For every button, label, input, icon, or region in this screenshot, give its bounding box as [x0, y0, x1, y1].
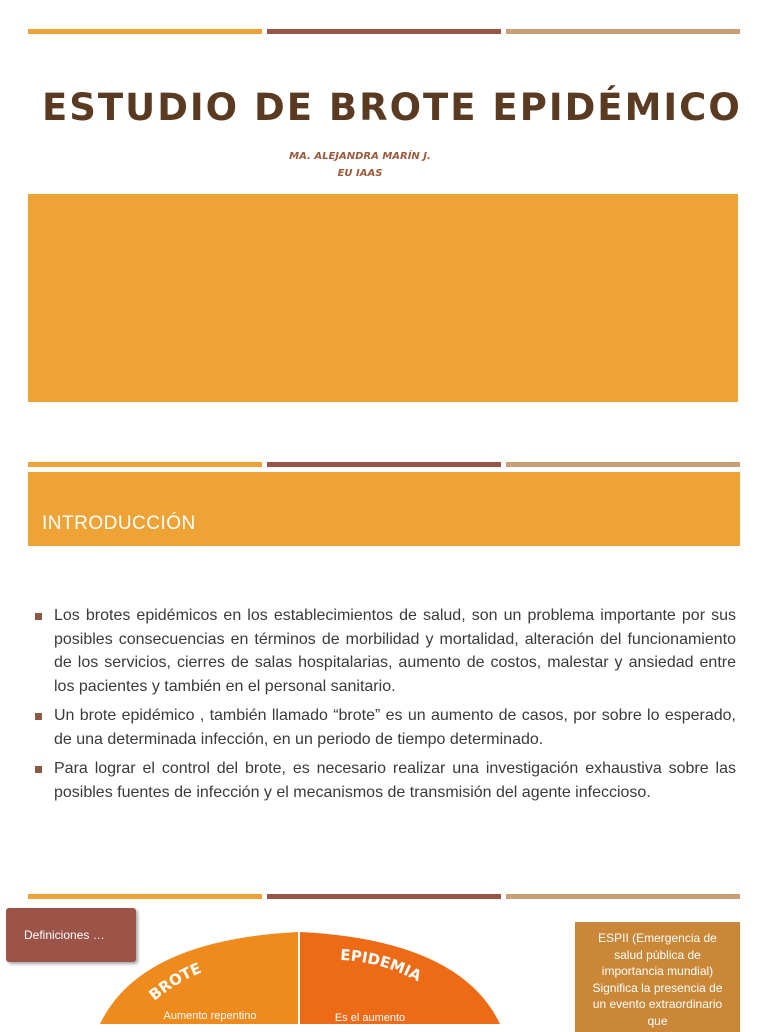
- title-orange-panel: [28, 194, 738, 402]
- slide3-accent-bar-brown: [267, 894, 501, 899]
- brote-label: BROTE: [145, 959, 204, 1005]
- bullet-text: Un brote epidémico , también llamado “brote” es un aumento de casos, por sobre lo esperado, de una determinada infección, en un periodo de tiempo determinado.: [54, 707, 736, 748]
- author-role: EU IAAS: [337, 168, 383, 179]
- brote-epidemia-diagram: [100, 920, 500, 1024]
- slide3-accent-bar-orange: [28, 894, 262, 899]
- bullet-item: [34, 604, 736, 698]
- bullet-text: Para lograr el control del brote, es necesario realizar una investigación exhaustiva sobre las posibles fuentes de infección y el mecanismos de transmisión del agente infeccioso.: [54, 760, 736, 801]
- definitions-button[interactable]: Definiciones …: [6, 908, 136, 962]
- epidemia-segment: [300, 932, 500, 1024]
- brote-description: Aumento repentino: [163, 1010, 257, 1022]
- slide2-accent-bar-tan: [506, 462, 740, 467]
- espii-text: ESPII (Emergencia de salud pública de importancia mundial) Significa la presencia de un evento extraordinario que: [592, 931, 723, 1028]
- intro-heading: INTRODUCCIÓN: [42, 513, 196, 534]
- espii-definition-box: [575, 922, 740, 1032]
- top-accent-bar-brown: [267, 29, 501, 34]
- top-accent-bar-tan: [506, 29, 740, 34]
- epidemia-description: Es el aumento: [334, 1012, 406, 1024]
- slide-title: ESTUDIO DE BROTE EPIDÉMICO: [42, 86, 742, 129]
- top-accent-bar-orange: [28, 29, 262, 34]
- bullet-text: Los brotes epidémicos en los establecimientos de salud, son un problema importante por sus posibles consecuencias en términos de morbilidad y mortalidad, alteración del funcionamiento de los servicios, cierres de salas hospitalarias, aumento de costos, malestar y ansiedad entre los pacientes y también en el personal sanitario.: [54, 607, 736, 695]
- bullet-square-icon: [35, 613, 42, 620]
- bullet-square-icon: [35, 713, 42, 720]
- author-name: MA. ALEJANDRA MARÍN J.: [289, 151, 431, 162]
- bullet-item: [34, 757, 736, 804]
- intro-bullet-list: [34, 604, 736, 810]
- slide2-accent-bar-brown: [267, 462, 501, 467]
- bullet-item: [34, 704, 736, 751]
- epidemia-label: EPIDEMIA: [339, 945, 425, 986]
- slide3-accent-bar-tan: [506, 894, 740, 899]
- bullet-square-icon: [35, 766, 42, 773]
- slide2-accent-bar-orange: [28, 462, 262, 467]
